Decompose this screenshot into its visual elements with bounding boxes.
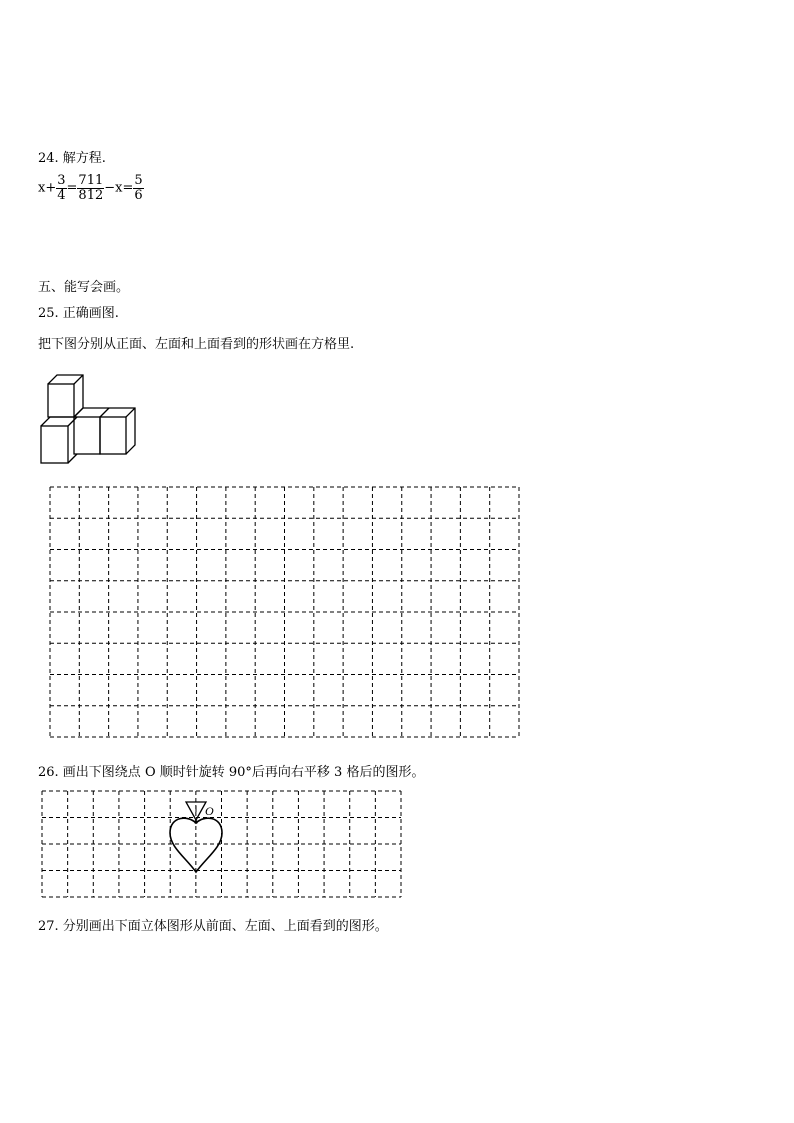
fraction-denominator: 812: [78, 187, 104, 203]
q27-title: 27. 分别画出下面立体图形从前面、左面、上面看到的图形。: [38, 919, 388, 934]
fraction-numerator: 5: [134, 173, 143, 188]
q24-title: 24. 解方程.: [38, 151, 106, 166]
eq-equals: =: [66, 180, 78, 196]
q25-title: 25. 正确画图.: [38, 306, 119, 321]
point-o-label: O: [205, 804, 214, 818]
q26-title: 26. 画出下图绕点 O 顺时针旋转 90°后再向右平移 3 格后的图形。: [38, 765, 425, 780]
eq-x-plus: x+: [38, 180, 57, 196]
fraction-denominator: 6: [134, 187, 143, 203]
fraction-denominator: 4: [57, 187, 66, 203]
q25-instruction: 把下图分别从正面、左面和上面看到的形状画在方格里.: [38, 337, 355, 352]
heart-shape: [170, 818, 222, 872]
rotation-point-o: [194, 820, 198, 824]
section-five-title: 五、能写会画。: [38, 280, 130, 295]
fraction-numerator: 711: [78, 173, 104, 188]
fraction-numerator: 3: [57, 173, 66, 188]
eq-minus-x: −x=: [104, 180, 134, 196]
